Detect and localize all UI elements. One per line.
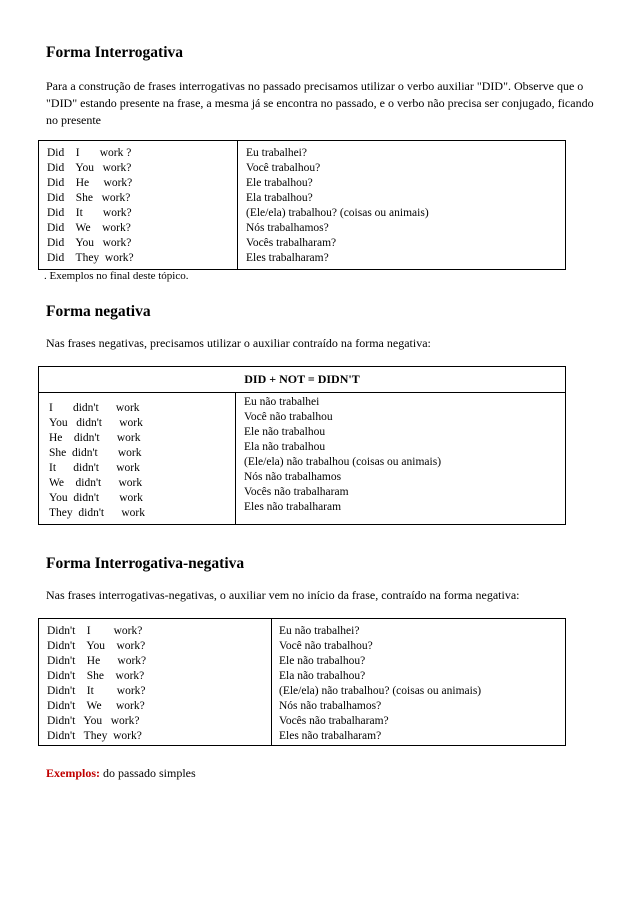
table-row: Ele não trabalhou [244, 426, 326, 438]
table-row: (Ele/ela) não trabalhou? (coisas ou animais) [279, 685, 482, 697]
table-right-column [279, 624, 481, 745]
table-row: Didn't They work? [47, 730, 142, 742]
table-row: Did She work? [47, 192, 131, 204]
table-row: Didn't I work? [47, 625, 143, 637]
table-row: I didn't work [49, 402, 140, 414]
table-row: Você não trabalhou? [279, 640, 373, 652]
table-left-column [47, 624, 146, 745]
section-title-interrogativa-negativa: Forma Interrogativa-negativa [46, 555, 245, 572]
table-left-column [49, 401, 145, 524]
footer-examples [46, 765, 196, 782]
table-row: It didn't work [49, 462, 140, 474]
table-row: Vocês não trabalharam? [279, 715, 389, 727]
table-row: Eles não trabalharam? [279, 730, 382, 742]
table-row: Did We work? [47, 222, 131, 234]
table-row: Did I work ? [47, 147, 132, 159]
table-row: Vocês não trabalharam [244, 486, 349, 498]
table-row: Eu não trabalhei? [279, 625, 360, 637]
paragraph-interrogativa-negativa: Nas frases interrogativas-negativas, o auxiliar vem no início da frase, contraído na forma negativa: [46, 588, 520, 602]
table-row: Eu trabalhei? [246, 147, 307, 159]
table-row: Ela não trabalhou? [279, 670, 366, 682]
section-title-interrogativa: Forma Interrogativa [46, 44, 184, 61]
formula-header: DID + NOT = DIDN'T [244, 372, 360, 386]
table-row: Did It work? [47, 207, 132, 219]
table-row: Didn't You work? [47, 715, 140, 727]
table-row: (Ele/ela) trabalhou? (coisas ou animais) [246, 207, 429, 219]
paragraph-negativa: Nas frases negativas, precisamos utilizar o auxiliar contraído na forma negativa: [46, 336, 431, 350]
table-row: Did They work? [47, 252, 134, 264]
table-row: Você trabalhou? [246, 162, 321, 174]
table-divider [271, 619, 272, 745]
table-left-column [47, 146, 134, 269]
table-interrogativa-negativa [38, 618, 566, 746]
table-row: He didn't work [49, 432, 141, 444]
table-row: She didn't work [49, 447, 142, 459]
table-row: Didn't It work? [47, 685, 146, 697]
table-row: Nós não trabalhamos? [279, 700, 382, 712]
table-row: Did You work? [47, 237, 132, 249]
table-row: Ele trabalhou? [246, 177, 313, 189]
examples-text: do passado simples [100, 766, 196, 780]
table-row: Eu não trabalhei [244, 396, 320, 408]
table-row: Vocês trabalharam? [246, 237, 337, 249]
section-title-negativa: Forma negativa [46, 303, 151, 320]
table-row: Didn't We work? [47, 700, 145, 712]
table-row: Didn't She work? [47, 670, 145, 682]
table-right-column [244, 395, 441, 524]
table-row: You didn't work [49, 417, 143, 429]
table-row: Didn't He work? [47, 655, 147, 667]
table-interrogativa [38, 140, 566, 270]
table-row: They didn't work [49, 507, 145, 519]
table-header-negativa [38, 366, 566, 393]
table-negativa [38, 393, 566, 525]
table-row: Eles não trabalharam [244, 501, 342, 513]
table-row: Você não trabalhou [244, 411, 333, 423]
table-row: Didn't You work? [47, 640, 146, 652]
examples-label: Exemplos: [46, 766, 100, 780]
table-row: We didn't work [49, 477, 143, 489]
table-row: Did You work? [47, 162, 132, 174]
table-row: Ela não trabalhou [244, 441, 326, 453]
table-row: (Ele/ela) não trabalhou (coisas ou animais) [244, 456, 442, 468]
paragraph-interrogativa: Para a construção de frases interrogativas no passado precisamos utilizar o verbo auxiliar "DID". Observe que o "DID" estando presente na frase, a mesma já se encontra no passado, e o verbo não precisa ser conjugado, ficando no presente [46, 79, 594, 127]
table-divider [237, 141, 238, 269]
table-row: Did He work? [47, 177, 133, 189]
table-row: Ela trabalhou? [246, 192, 313, 204]
table-row: You didn't work [49, 492, 143, 504]
table-row: Eles trabalharam? [246, 252, 329, 264]
table-row: Nós trabalhamos? [246, 222, 329, 234]
table-row: Ele não trabalhou? [279, 655, 366, 667]
table-right-column [246, 146, 429, 269]
note-examples: . Exemplos no final deste tópico. [44, 270, 189, 282]
table-row: Nós não trabalhamos [244, 471, 342, 483]
table-divider [235, 393, 236, 524]
